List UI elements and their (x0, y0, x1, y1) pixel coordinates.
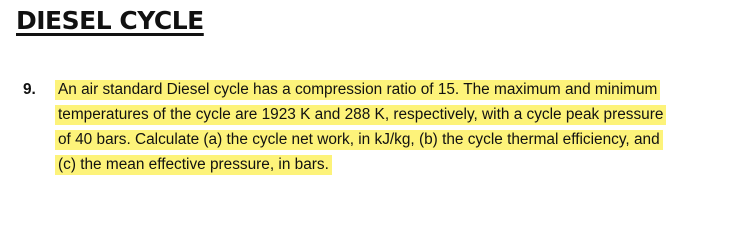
problem-line (58, 127, 735, 152)
section-heading: DIESEL CYCLE (16, 6, 204, 35)
problem-number: 9. (23, 81, 36, 98)
problem-line (58, 152, 735, 177)
problem-line (58, 102, 735, 127)
highlighted-text: of 40 bars. Calculate (a) the cycle net work, in kJ/kg, (b) the cycle thermal efficiency, and (55, 130, 663, 150)
highlighted-text: temperatures of the cycle are 1923 K and 288 K, respectively, with a cycle peak pressure (55, 105, 666, 125)
problem-line (58, 77, 735, 102)
highlighted-text: An air standard Diesel cycle has a compression ratio of 15. The maximum and minimum (55, 80, 660, 100)
problem-text (58, 77, 735, 177)
highlighted-text: (c) the mean effective pressure, in bars. (55, 155, 332, 175)
